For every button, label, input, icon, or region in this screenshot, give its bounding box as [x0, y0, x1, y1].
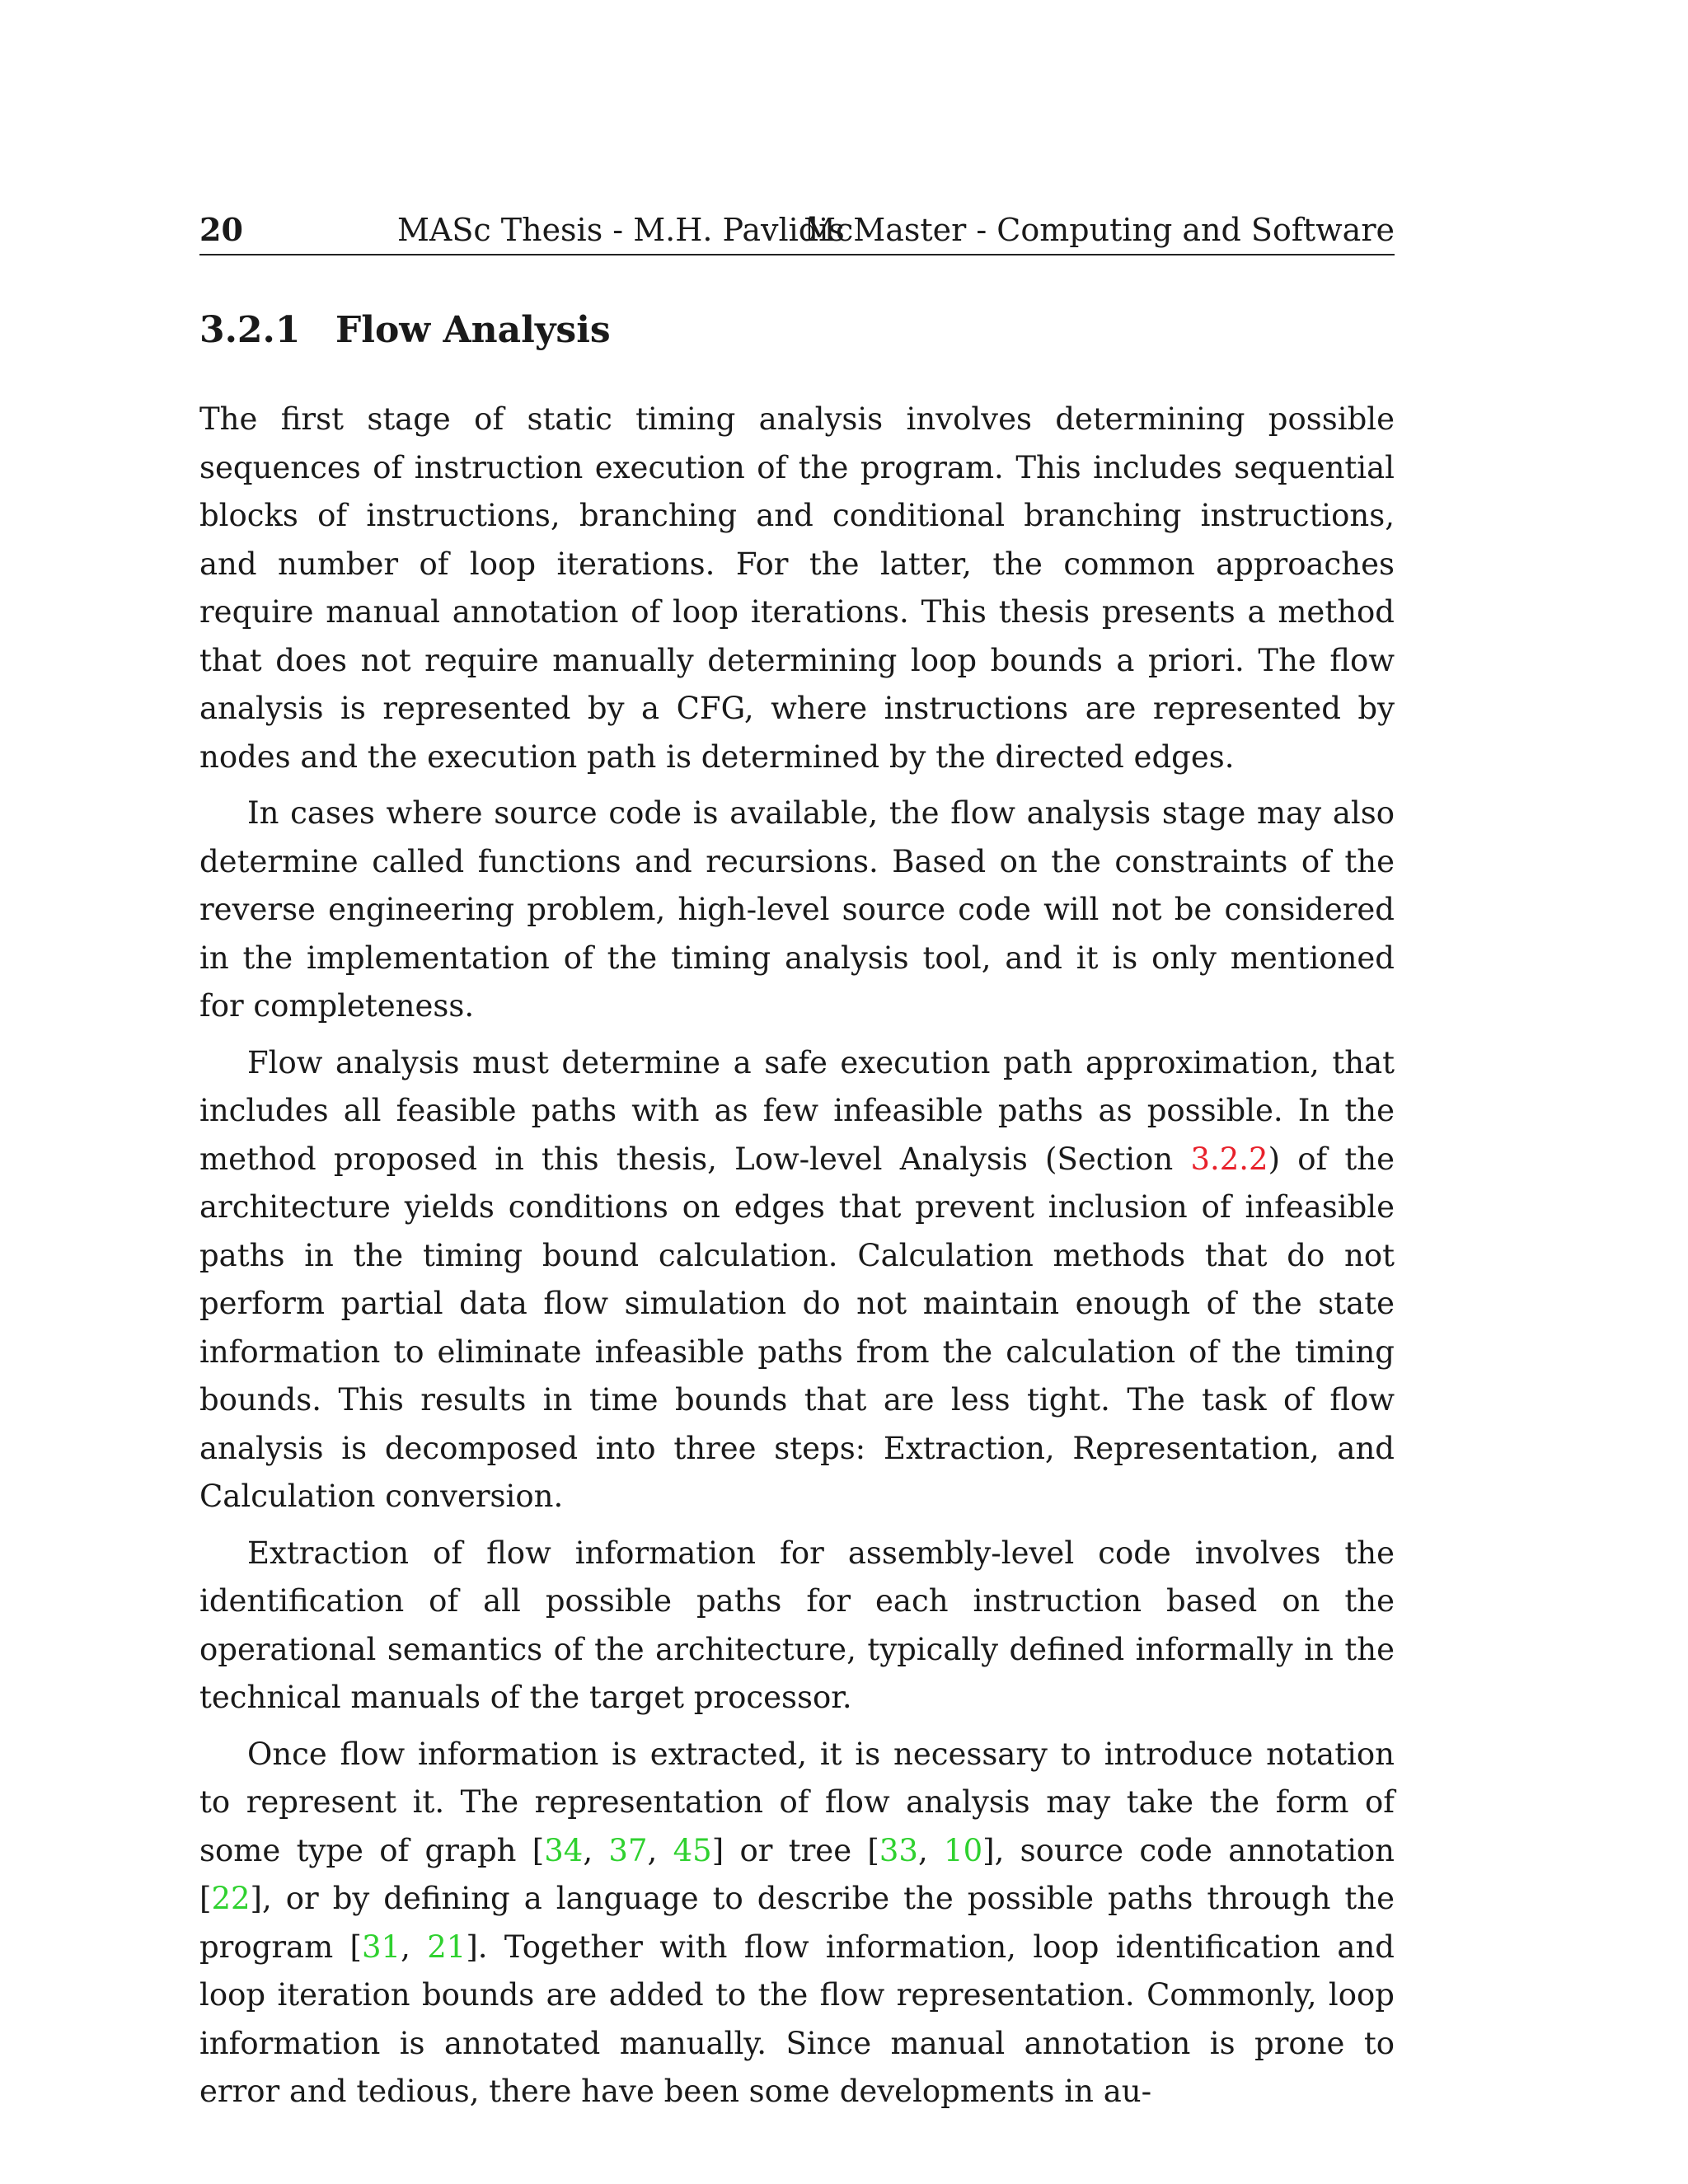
citation-link[interactable]: 22 — [211, 1881, 251, 1916]
citation-link[interactable]: 45 — [673, 1832, 712, 1868]
paragraph-5-text: ]. Together with flow information, loop identification and loop iteration bounds are added to the flow representation. Commonly, loop information is annotated manually. Since manual annotation is prone to error and tedious, there have been some developments in au- — [199, 1929, 1395, 2109]
paragraph-5-text: ], source code annotation [ — [199, 1832, 1395, 1916]
running-header — [199, 206, 1395, 255]
paragraph-4: Extraction of flow information for assembly-level code involves the identification of all possible paths for each instruction based on the operational semantics of the architecture, typically defined informally in the technical manuals of the target processor. — [199, 1535, 1395, 1715]
citation-separator: , — [583, 1832, 609, 1868]
section-heading — [199, 307, 1395, 354]
citation-link[interactable]: 31 — [362, 1929, 401, 1965]
paragraph-3 — [199, 1039, 1395, 1521]
section-body — [199, 396, 1395, 2116]
thesis-page — [199, 206, 1395, 2125]
paragraph-3-text-a: Flow analysis must determine a safe execution path approximation, that includes all feasible paths with as few infeasible paths as possible. In the method proposed in this thesis, Low-level Analysis (Section — [199, 1044, 1395, 1177]
citation-link[interactable]: 37 — [608, 1832, 648, 1868]
section-cross-reference-link[interactable]: 3.2.2 — [1190, 1141, 1268, 1177]
paragraph-5-text: ], or by defining a language to describe the possible paths through the program [ — [199, 1881, 1395, 1965]
section-number: 3.2.1 — [199, 309, 301, 351]
citation-link[interactable]: 34 — [544, 1832, 584, 1868]
citation-separator: , — [647, 1832, 673, 1868]
citation-separator: , — [401, 1929, 428, 1965]
paragraph-5 — [199, 1731, 1395, 2116]
paragraph-3-text-b: ) of the architecture yields conditions on edges that prevent inclusion of infeasible paths in the timing bound calculation. Calculation methods that do not perform partial data flow simulation do not maintain enough of the state information to eliminate infeasible paths from the calculation of the timing bounds. This results in time bounds that are less tight. The task of flow analysis is decomposed into three steps: Extraction, Representation, and Calculation conversion. — [199, 1141, 1395, 1514]
citation-link[interactable]: 10 — [944, 1832, 983, 1868]
paragraph-2: In cases where source code is available, the flow analysis stage may also determine called functions and recursions. Based on the constraints of the reverse engineering problem, high-level source code will not be considered in the implementation of the timing analysis tool, and it is only mentioned for completeness. — [199, 795, 1395, 1024]
citation-separator: , — [917, 1832, 945, 1868]
citation-link[interactable]: 21 — [427, 1929, 467, 1965]
section-title: Flow Analysis — [335, 309, 611, 351]
page-number: 20 — [199, 211, 243, 248]
header-author: MASc Thesis - M.H. Pavlidis — [397, 212, 845, 248]
citation-link[interactable]: 33 — [879, 1832, 918, 1868]
paragraph-5-text: ] or tree [ — [711, 1832, 879, 1868]
paragraph-5-text: Once flow information is extracted, it is necessary to introduce notation to represent it. The representation of flow analysis may take the form of some type of graph [ — [199, 1736, 1395, 1868]
header-department: McMaster - Computing and Software — [804, 212, 1395, 248]
paragraph-1: The first stage of static timing analysis involves determining possible sequences of instruction execution of the program. This includes sequential blocks of instructions, branching and conditional branching instructions, and number of loop iterations. For the latter, the common approaches require manual annotation of loop iterations. This thesis presents a method that does not require manually determining loop bounds a priori. The flow analysis is represented by a CFG, where instructions are represented by nodes and the execution path is determined by the directed edges. — [199, 401, 1395, 775]
